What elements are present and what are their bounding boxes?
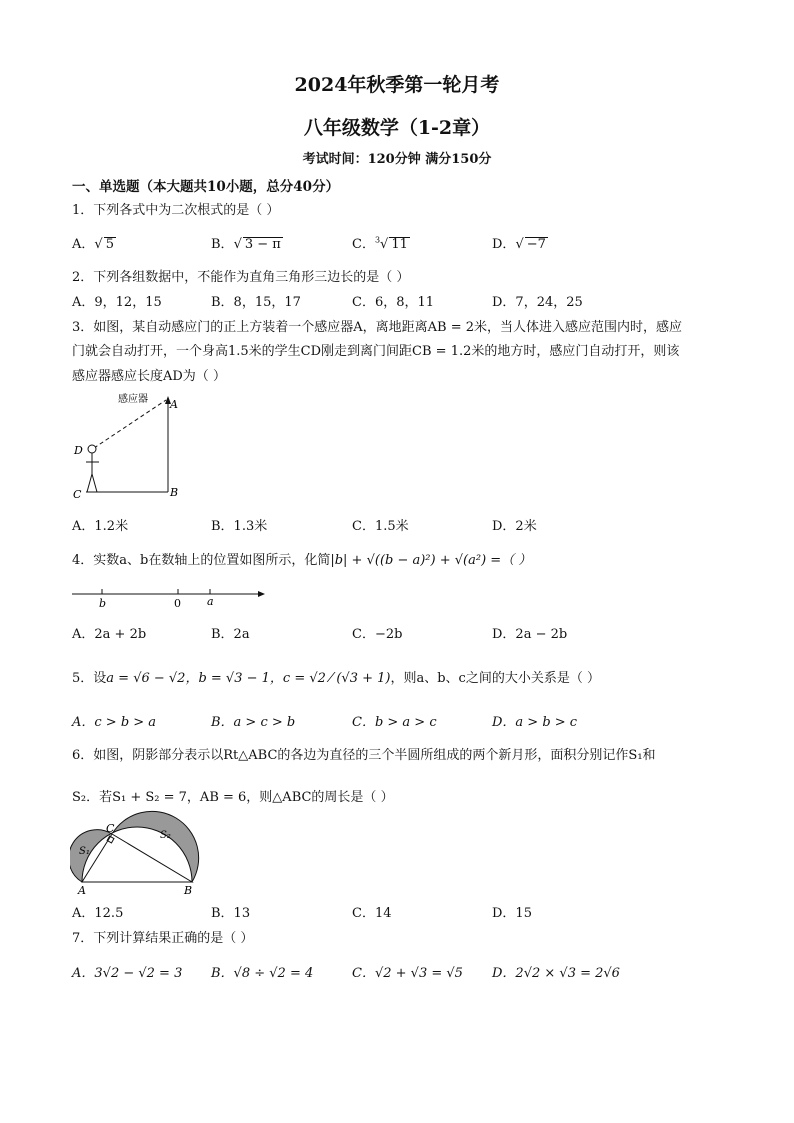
q7-stem: 7．下列计算结果正确的是（ ） <box>72 931 254 946</box>
q6-option-c: C．14 <box>352 906 392 921</box>
q6-line1: 6．如图，阴影部分表示以Rt△ABC的各边为直径的三个半圆所组成的两个新月形，面积分别记作S₁和 <box>72 748 656 763</box>
q5-option-d: D．a > b > c <box>492 715 578 730</box>
q1-option-b: B．√ 3 − π <box>211 237 281 252</box>
point-d: D <box>74 444 83 457</box>
q1-option-a: A．√ 5 <box>72 237 114 252</box>
q4-number-line <box>70 582 270 612</box>
label-s2: S₂ <box>160 830 171 841</box>
q4-option-c: C．−2b <box>352 627 403 642</box>
q6-line2: S₂．若S₁ + S₂ = 7，AB = 6，则△ABC的周长是（ ） <box>72 790 394 805</box>
tick-label-zero: 0 <box>174 597 181 610</box>
q7-option-b: B．√8 ÷ √2 = 4 <box>211 966 314 981</box>
tick-label-a: a <box>207 595 214 608</box>
q4-expression: |b| + √((b − a)²) + √(a²) =（ ） <box>330 553 532 568</box>
sensor-label: 感应器 <box>118 394 148 405</box>
q3-line2: 门就会自动打开，一个身高1.5米的学生CD刚走到离门间距CB = 1.2米的地方时，感应门自动打开，则该 <box>72 344 680 359</box>
q5-option-a: A．c > b > a <box>72 715 157 730</box>
exam-title: 2024年秋季第一轮月考 <box>294 74 500 96</box>
section-heading: 一、单选题（本大题共10小题，总分40分） <box>72 179 340 195</box>
q5-stem: 5．设a = √6 − √2，b = √3 − 1，c = √2 ⁄ (√3 + 1)，则a、b、c之间的大小关系是（ ） <box>72 671 600 686</box>
q6-figure <box>70 810 210 898</box>
label-s1: S₁ <box>79 846 90 857</box>
q2-option-c: C．6，8，11 <box>352 295 435 310</box>
q3-option-d: D．2米 <box>492 519 537 534</box>
q6-option-b: B．13 <box>211 906 251 921</box>
q2-option-b: B．8，15，17 <box>211 295 301 310</box>
q1-option-c: C．$^3$√ 11 <box>352 235 408 252</box>
sensor-range-line <box>94 400 166 448</box>
point-c: C <box>106 822 115 835</box>
q5-option-b: B．a > c > b <box>211 715 296 730</box>
q7-option-c: C．√2 + √3 = √5 <box>352 966 463 981</box>
q4-option-d: D．2a − 2b <box>492 627 568 642</box>
q3-line3: 感应器感应长度AD为（ ） <box>72 369 226 384</box>
student-head <box>88 445 96 453</box>
point-a: A <box>78 884 86 897</box>
q3-option-c: C．1.5米 <box>352 519 409 534</box>
q3-figure <box>70 390 190 505</box>
q1-option-d: D．√ −7 <box>492 237 546 252</box>
q1-stem: 1．下列各式中为二次根式的是（ ） <box>72 203 280 218</box>
q3-line1: 3．如图，某自动感应门的正上方装着一个感应器A，离地距离AB = 2米，当人体进入感应范围内时，感应 <box>72 320 683 335</box>
q7-option-d: D．2√2 × √3 = 2√6 <box>492 966 620 981</box>
student-leg-left <box>87 474 92 492</box>
exam-info: 考试时间：120分钟 满分150分 <box>302 152 492 167</box>
q2-option-a: A．9，12，15 <box>72 295 162 310</box>
q2-option-d: D．7，24，25 <box>492 295 583 310</box>
exam-subtitle: 八年级数学（1-2章） <box>303 117 491 139</box>
point-b: B <box>170 486 179 499</box>
q5-expression: a = √6 − √2，b = √3 − 1，c = √2 ⁄ (√3 + 1) <box>106 671 391 686</box>
q3-option-b: B．1.3米 <box>211 519 268 534</box>
q6-option-a: A．12.5 <box>72 906 124 921</box>
q3-option-a: A．1.2米 <box>72 519 129 534</box>
q4-stem: 4．实数a、b在数轴上的位置如图所示，化简|b| + √((b − a)²) + √(a²) =（ ） <box>72 553 532 568</box>
q2-stem: 2．下列各组数据中，不能作为直角三角形三边长的是（ ） <box>72 270 410 285</box>
point-a: A <box>170 398 178 411</box>
point-c: C <box>73 488 82 501</box>
q4-option-b: B．2a <box>211 627 250 642</box>
point-b: B <box>184 884 193 897</box>
q7-option-a: A．3√2 − √2 = 3 <box>72 966 183 981</box>
q6-option-d: D．15 <box>492 906 532 921</box>
q4-option-a: A．2a + 2b <box>72 627 147 642</box>
tick-label-b: b <box>99 597 107 610</box>
axis-arrow <box>258 591 265 597</box>
q5-option-c: C．b > a > c <box>352 715 437 730</box>
student-leg-right <box>92 474 97 492</box>
